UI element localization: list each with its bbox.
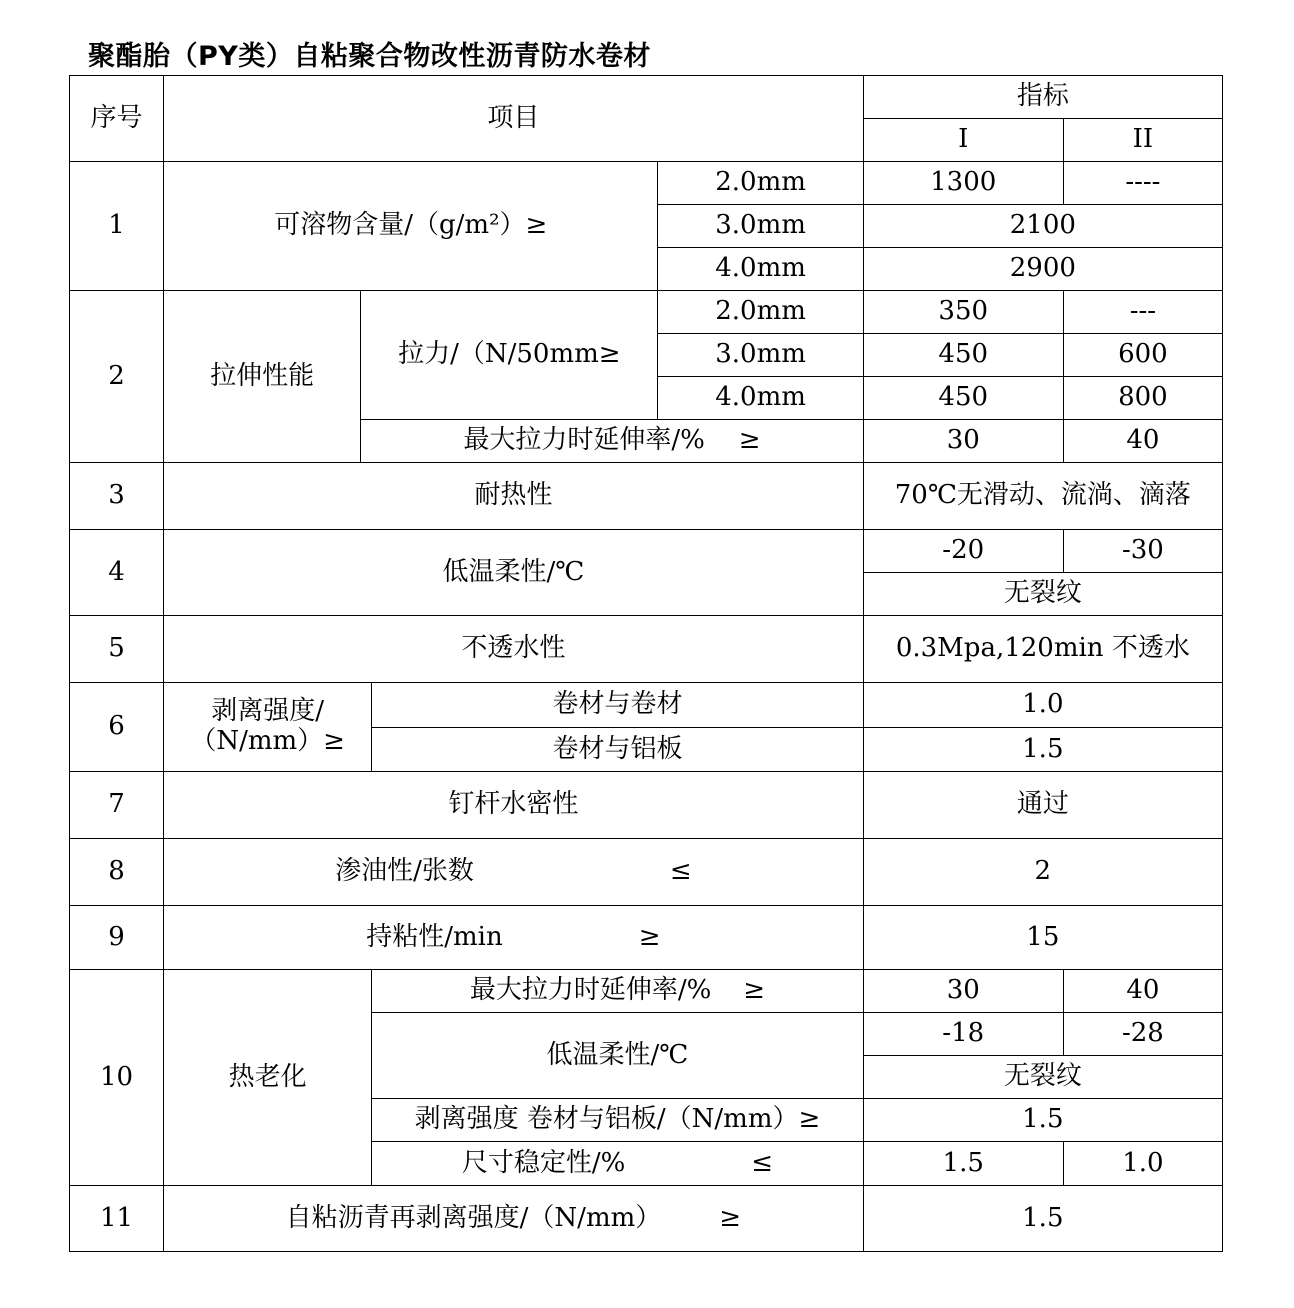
row-3-no: 3	[70, 463, 164, 530]
row-10-cold-ii: -28	[1063, 1013, 1222, 1056]
header-index: 指标	[863, 76, 1222, 119]
header-type-ii: II	[1063, 119, 1222, 162]
row-2-force-label: 拉力/（N/50mm≥	[361, 291, 658, 420]
row-1-value-i-1: 1300	[863, 162, 1063, 205]
row-11-label	[164, 1186, 864, 1252]
row-5-name: 不透水性	[164, 616, 864, 683]
row-10-dimension-i: 1.5	[863, 1142, 1063, 1186]
row-7-value: 通过	[863, 772, 1222, 839]
row-2-value-ii-1: ---	[1063, 291, 1222, 334]
row-6-item-b: 卷材与铝板	[372, 728, 863, 772]
row-10-elongation-text: 最大拉力时延伸率/%	[469, 975, 712, 1006]
row-10-dimension-ii: 1.0	[1063, 1142, 1222, 1186]
row-10-name: 热老化	[164, 970, 372, 1186]
row-1-thickness-3: 4.0mm	[658, 248, 863, 291]
row-1-value-2: 2100	[863, 205, 1222, 248]
row-2-name: 拉伸性能	[164, 291, 361, 463]
row-6-item-a: 卷材与卷材	[372, 683, 863, 728]
row-4-no: 4	[70, 530, 164, 616]
row-1-thickness-1: 2.0mm	[658, 162, 863, 205]
header-seq: 序号	[70, 76, 164, 162]
row-2-thickness-2: 3.0mm	[658, 334, 863, 377]
spec-table	[69, 75, 1223, 1252]
row-6-no: 6	[70, 683, 164, 772]
row-8-value: 2	[863, 839, 1222, 906]
row-10-elongation-label	[372, 970, 863, 1013]
row-9-no: 9	[70, 906, 164, 970]
row-11-value: 1.5	[863, 1186, 1222, 1252]
row-1-value-3: 2900	[863, 248, 1222, 291]
row-1-thickness-2: 3.0mm	[658, 205, 863, 248]
row-10-dimension-symbol: ≤	[751, 1147, 774, 1178]
row-10-no: 10	[70, 970, 164, 1186]
row-4-value-i: -20	[863, 530, 1063, 573]
row-2-no: 2	[70, 291, 164, 463]
row-10-peel-label: 剥离强度 卷材与铝板/（N/mm）≥	[372, 1099, 863, 1142]
document-title: 聚酯胎（PY类）自粘聚合物改性沥青防水卷材	[88, 41, 651, 72]
row-1-no: 1	[70, 162, 164, 291]
row-9-symbol: ≥	[638, 921, 661, 952]
row-6-name	[164, 683, 372, 772]
header-type-i: I	[863, 119, 1063, 162]
row-11-symbol: ≥	[719, 1202, 742, 1233]
row-6-value-a: 1.0	[863, 683, 1222, 728]
row-6-name-line2: （N/mm）≥	[190, 726, 345, 756]
row-2-elongation-text: 最大拉力时延伸率/%	[463, 425, 705, 456]
row-5-value: 0.3Mpa,120min 不透水	[863, 616, 1222, 683]
row-10-elongation-i: 30	[863, 970, 1063, 1013]
row-2-value-ii-3: 800	[1063, 377, 1222, 420]
row-8-name: 渗油性/张数	[335, 856, 474, 887]
row-4-note: 无裂纹	[863, 573, 1222, 616]
row-4-name: 低温柔性/℃	[164, 530, 864, 616]
row-9-label	[164, 906, 864, 970]
row-2-elongation-symbol: ≥	[738, 425, 761, 456]
row-10-peel-value: 1.5	[863, 1099, 1222, 1142]
row-2-elongation-i: 30	[863, 420, 1063, 463]
row-10-cold-i: -18	[863, 1013, 1063, 1056]
row-11-no: 11	[70, 1186, 164, 1252]
row-10-elongation-symbol: ≥	[743, 975, 766, 1006]
row-7-no: 7	[70, 772, 164, 839]
header-item: 项目	[164, 76, 864, 162]
row-2-elongation-ii: 40	[1063, 420, 1222, 463]
row-9-name: 持粘性/min	[366, 921, 503, 952]
row-2-thickness-3: 4.0mm	[658, 377, 863, 420]
row-9-value: 15	[863, 906, 1222, 970]
row-2-value-i-3: 450	[863, 377, 1063, 420]
row-1-value-ii-1: ----	[1063, 162, 1222, 205]
row-8-no: 8	[70, 839, 164, 906]
row-4-value-ii: -30	[1063, 530, 1222, 573]
row-2-value-ii-2: 600	[1063, 334, 1222, 377]
row-10-dimension-label	[372, 1142, 863, 1186]
row-1-name: 可溶物含量/（g/m²）≥	[164, 162, 658, 291]
row-3-value: 70℃无滑动、流淌、滴落	[863, 463, 1222, 530]
row-8-label	[164, 839, 864, 906]
row-2-value-i-1: 350	[863, 291, 1063, 334]
row-10-elongation-ii: 40	[1063, 970, 1222, 1013]
row-10-dimension-text: 尺寸稳定性/%	[461, 1147, 626, 1178]
row-3-name: 耐热性	[164, 463, 864, 530]
row-6-value-b: 1.5	[863, 728, 1222, 772]
row-10-cold-label: 低温柔性/℃	[372, 1013, 863, 1099]
row-2-value-i-2: 450	[863, 334, 1063, 377]
row-6-name-line1: 剥离强度/	[211, 696, 325, 727]
row-7-name: 钉杆水密性	[164, 772, 864, 839]
row-10-cold-note: 无裂纹	[863, 1056, 1222, 1099]
row-8-symbol: ≤	[669, 856, 692, 887]
row-5-no: 5	[70, 616, 164, 683]
row-2-elongation-label	[361, 420, 863, 463]
row-2-thickness-1: 2.0mm	[658, 291, 863, 334]
row-11-name: 自粘沥青再剥离强度/（N/mm）	[285, 1202, 662, 1233]
